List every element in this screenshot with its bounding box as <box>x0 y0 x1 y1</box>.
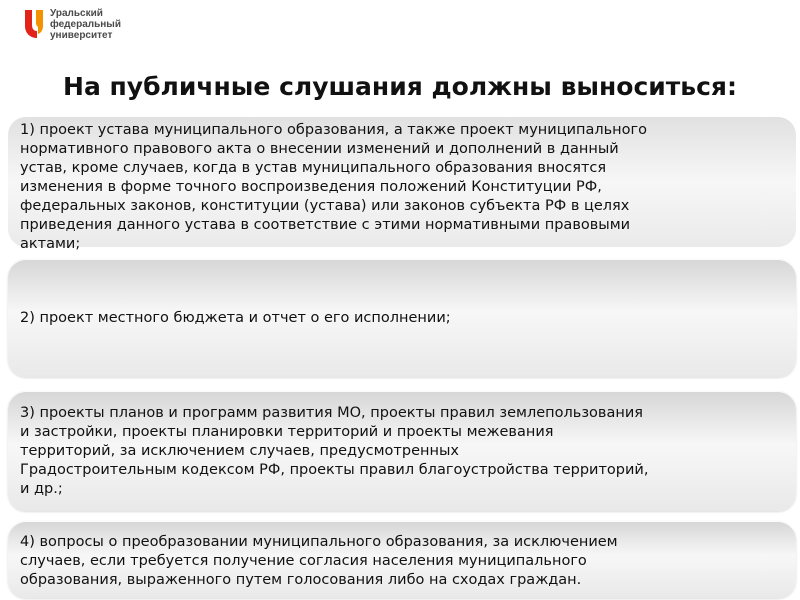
university-name <box>50 8 121 41</box>
list-item-2 <box>8 259 796 377</box>
list-item-3-text: 3) проекты планов и программ развития МО, проекты правил землепользования и застройки, проекты планировки территорий и проекты межевания территорий, за исключением случаев, предусмотренных Градостроительным кодексом РФ, проекты правил благоустройства территорий, и др.; <box>20 405 649 497</box>
ural-university-logo-icon <box>22 8 46 40</box>
logo-line-2: федеральный <box>50 19 121 30</box>
university-logo <box>22 6 142 42</box>
slide-title: На публичные слушания должны выноситься: <box>63 72 737 101</box>
logo-line-1: Уральский <box>50 8 103 19</box>
list-item-2-text: 2) проект местного бюджета и отчет о его исполнении; <box>20 310 451 326</box>
list-item-3 <box>8 391 796 511</box>
logo-line-3: университет <box>50 30 113 41</box>
list-item-1 <box>8 117 796 252</box>
list-item-4 <box>8 521 796 598</box>
list-item-1-text: 1) проект устава муниципального образования, а также проект муниципального нормативного правового акта о внесении изменений и дополнений в данный устав, кроме случаев, когда в устав муниципального образования вносятся изменения в форме точного воспроизведения положений Конституции РФ, федеральных законов, конституции (устава) или законов субъекта РФ в целях приведения данного устава в соответствие с этими нормативными правовыми актами; <box>20 122 648 252</box>
list-item-4-text: 4) вопросы о преобразовании муниципального образования, за исключением случаев, если требуется получение согласия населения муниципального образования, выраженного путем голосования либо на сходах граждан. <box>20 534 618 588</box>
